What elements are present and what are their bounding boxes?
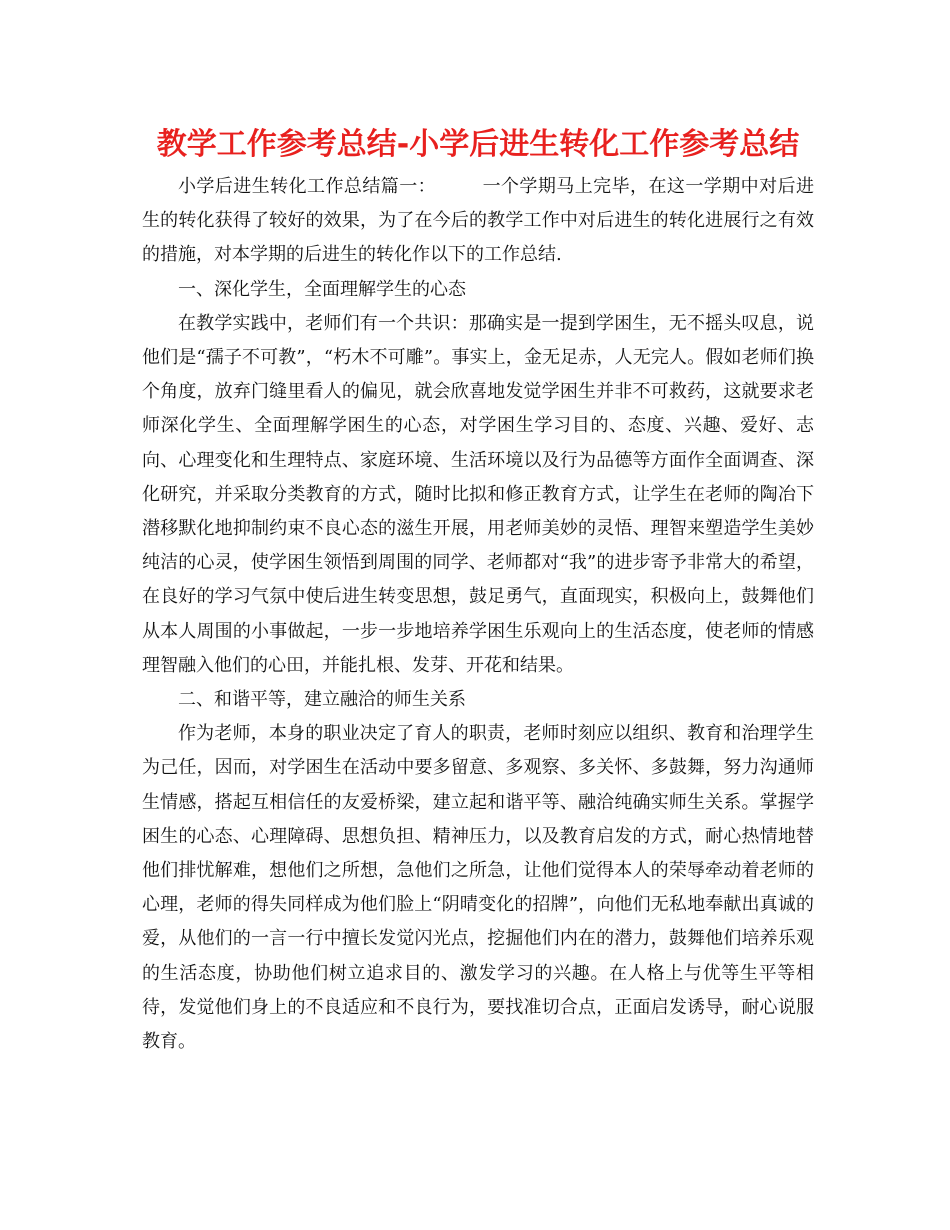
intro-label: 小学后进生转化工作总结篇一：: [178, 176, 437, 197]
section-1-paragraph: 在教学实践中，老师们有一个共识：那确实是一提到学困生，无不摇头叹息，说他们是“孺子不可教”，“朽木不可雕”。事实上，金无足赤，人无完人。假如老师们换个角度，放弃门缝里看人的偏见，就会欣喜地发觉学困生并非不可救药，这就要求老师深化学生、全面理解学困生的心态，对学困生学习目的、态度、兴趣、爱好、志向、心理变化和生理特点、家庭环境、生活环境以及行为品德等方面作全面调查、深化研究，并采取分类教育的方式，随时比拟和修正教育方式，让学生在老师的陶冶下潜移默化地抑制约束不良心态的滋生开展，用老师美妙的灵悟、理智来塑造学生美妙纯洁的心灵，使学困生领悟到周围的同学、老师都对“我”的进步寄予非常大的希望，在良好的学习气氛中使后进生转变思想，鼓足勇气，直面现实，积极向上，鼓舞他们从本人周围的小事做起，一步一步地培养学困生乐观向上的生活态度，使老师的情感理智融入他们的心田，并能扎根、发芽、开花和结果。: [142, 312, 814, 676]
intro-text: 一个学期马上完毕，在这一学期中对后进生的转化获得了较好的效果，为了在今后的教学工作中对后进生的转化进展行之有效的措施，对本学期的后进生的转化作以下的工作总结.: [142, 176, 814, 266]
document-page: [142, 120, 814, 1059]
intro-paragraph: [142, 170, 814, 273]
section-1-heading: 一、深化学生，全面理解学生的心态: [178, 278, 466, 300]
section-2-paragraph: 作为老师，本身的职业决定了育人的职责，老师时刻应以组织、教育和治理学生为己任，因而，对学困生在活动中要多留意、多观察、多关怀、多鼓舞，努力沟通师生情感，搭起互相信任的友爱桥梁，建立起和谐平等、融洽纯确实师生关系。掌握学困生的心态、心理障碍、思想负担、精神压力，以及教育启发的方式，耐心热情地替他们排忧解难，想他们之所想，急他们之所急，让他们觉得本人的荣辱牵动着老师的心理，老师的得失同样成为他们脸上“阴晴变化的招牌”，向他们无私地奉献出真诚的爱，从他们的一言一行中擅长发觉闪光点，挖掘他们内在的潜力，鼓舞他们培养乐观的生活态度，协助他们树立追求目的、激发学习的兴趣。在人格上与优等生平等相待，发觉他们身上的不良适应和不良行为，要找准切合点，正面启发诱导，耐心说服教育。: [142, 723, 814, 1053]
document-title: 教学工作参考总结-小学后进生转化工作参考总结: [156, 127, 800, 162]
section-2-heading: 二、和谐平等，建立融洽的师生关系: [178, 689, 466, 711]
